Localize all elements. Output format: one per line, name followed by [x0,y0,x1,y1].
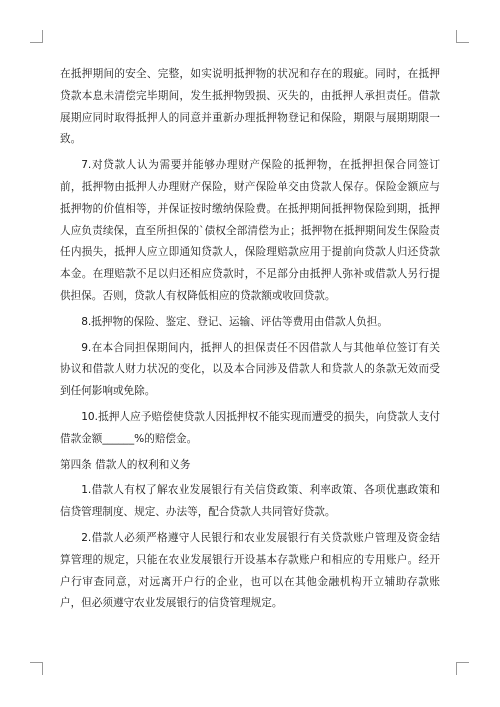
article-4-clause-1: 1.借款人有权了解农业发展银行有关信贷政策、利率政策、各项优惠政策和信贷管理制度、规定、办法等，配合贷款人共同管好贷款。 [60,484,440,519]
page-corner-mark-top-left [30,30,43,43]
page-corner-mark-top-right [456,30,469,43]
paragraph-continuation: 在抵押期间的安全、完整，如实说明抵押物的状况和存在的瑕疵。同时，在抵押贷款本息未清偿完毕期间，发生抵押物毁损、灭失的，由抵押人承担责任。借款展期应同时取得抵押人的同意并重新办理抵押物登记和保险，期限与展期期限一致。 [60,68,440,146]
document-body [60,64,440,619]
clause-10: 10.抵押人应予赔偿使贷款人因抵押权不能实现而遭受的损失，向贷款人支付借款金额______%的赔偿金。 [60,410,440,445]
clause-9: 9.在本合同担保期间内，抵押人的担保责任不因借款人与其他单位签订有关协议和借款人财力状况的变化，以及本合同涉及借款人和贷款人的条款无效而受到任何影响或免除。 [60,341,440,398]
article-4-heading: 第四条 借款人的权利和义务 [60,458,191,471]
clause-7: 7.对贷款人认为需要并能够办理财产保险的抵押物，在抵押担保合同签订前，抵押物由抵押人办理财产保险，财产保险单交由贷款人保存。保险金额应与抵押物的价值相等，并保证按时缴纳保险费。在抵押期间抵押物保险到期，抵押人应负责续保，直至所担保的`债权全部清偿为止；抵押物在抵押期间发生保险责任内损失，抵押人应立即通知贷款人，保险理赔款应用于提前向贷款人归还贷款本金。在理赔款不足以归还相应贷款时，不足部分由抵押人弥补或借款人另行提供担保。否则，贷款人有权降低相应的贷款额或收回贷款。 [60,159,440,302]
page-corner-mark-bottom-left [30,662,43,675]
page-corner-mark-bottom-right [456,662,469,675]
article-4-clause-2: 2.借款人必须严格遵守人民银行和农业发展银行有关贷款账户管理及资金结算管理的规定，只能在农业发展银行开设基本存款账户和相应的专用账户。经开户行审查同意，对远离开户行的企业，也可以在其他金融机构开立辅助存款账户，但必须遵守农业发展银行的信贷管理规定。 [60,531,440,610]
clause-8: 8.抵押物的保险、鉴定、登记、运输、评估等费用由借款人负担。 [81,315,388,328]
